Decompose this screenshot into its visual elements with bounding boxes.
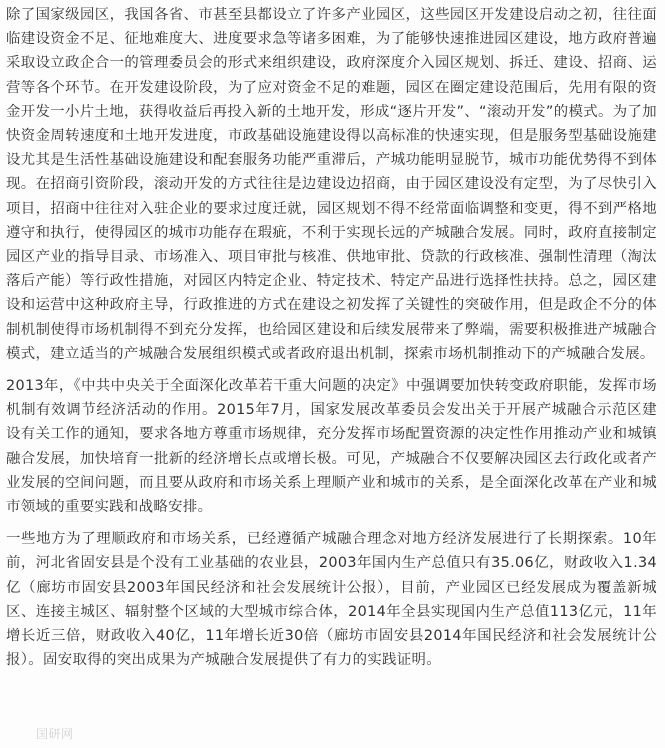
paragraph-3: 一些地方为了理顺政府和市场关系，已经遵循产城融合理念对地方经济发展进行了长期探索。10年前，河北省固安县是个没有工业基础的农业县，2003年国内生产总值只有35.06亿，财政收入1.34亿（廊坊市固安县2003年国民经济和社会发展统计公报），目前，产业园区已经发展成为覆盖新城区、连接主城区、辐射整个区域的大型城市综合体，2014年全县实现国内生产总值113亿元，11年增长近三倍，财政收入40亿，11年增长近30倍（廊坊市固安县2014年国民经济和社会发展统计公报）。固安取得的突出成果为产城融合发展提供了有力的实践证明。 <box>6 531 657 669</box>
watermark-text: 国研网 <box>36 727 74 741</box>
paragraph-1: 除了国家级园区，我国各省、市甚至县都设立了许多产业园区，这些园区开发建设启动之初，往往面临建设资金不足、征地难度大、进度要求急等诸多困难，为了能够快速推进园区建设，地方政府普遍采取设立政企合一的管理委员会的形式来组织建设，政府深度介入园区规划、拆迁、建设、招商、运营等各个环节。在开发建设阶段，为了应对资金不足的难题，园区在圈定建设范围后，先用有限的资金开发一小片土地，获得收益后再投入新的土地开发，形成“逐片开发”、“滚动开发”的模式。为了加快资金周转速度和土地开发进度，市政基础设施建设得以高标准的快速实现，但是服务型基础设施建设尤其是生活性基础设施建设和配套服务功能严重滞后，产城功能明显脱节，城市功能优势得不到体现。在招商引资阶段，滚动开发的方式往往是边建设边招商，由于园区建设没有定型，为了尽快引入项目，招商中往往对入驻企业的要求过度迁就，园区规划不得不经常面临调整和变更，得不到严格地遵守和执行，使得园区的城市功能存在瑕疵，不利于实现长远的产城融合发展。同时，政府直接制定园区产业的指导目录、市场准入、项目审批与核准、供地审批、贷款的行政核准、强制性清理（淘汰落后产能）等行政性措施，对园区内特定企业、特定技术、特定产品进行选择性扶持。总之，园区建设和运营中这种政府主导，行政推进的方式在建设之初发挥了关键性的突破作用，但是政企不分的体制机制使得市场机制得不到充分发挥，也给园区建设和后续发展带来了弊端，需要积极推进产城融合模式，建立适当的产城融合发展组织模式或者政府退出机制，探索市场机制推动下的产城融合发展。 <box>6 7 657 362</box>
paragraph-2: 2013年，《中共中央关于全面深化改革若干重大问题的决定》中强调要加快转变政府职能，发挥市场机制有效调节经济活动的作用。2015年7月，国家发展改革委员会发出关于开展产城融合示范区建设有关工作的通知，要求各地方尊重市场规律，充分发挥市场配置资源的决定性作用推动产业和城镇融合发展，加快培育一批新的经济增长点或增长极。可见，产城融合不仅要解决园区去行政化或者产业发展的空间问题，而且要从政府和市场关系上理顺产业和城市的关系，是全面深化改革在产业和城市领域的重要实践和战略安排。 <box>6 378 657 516</box>
